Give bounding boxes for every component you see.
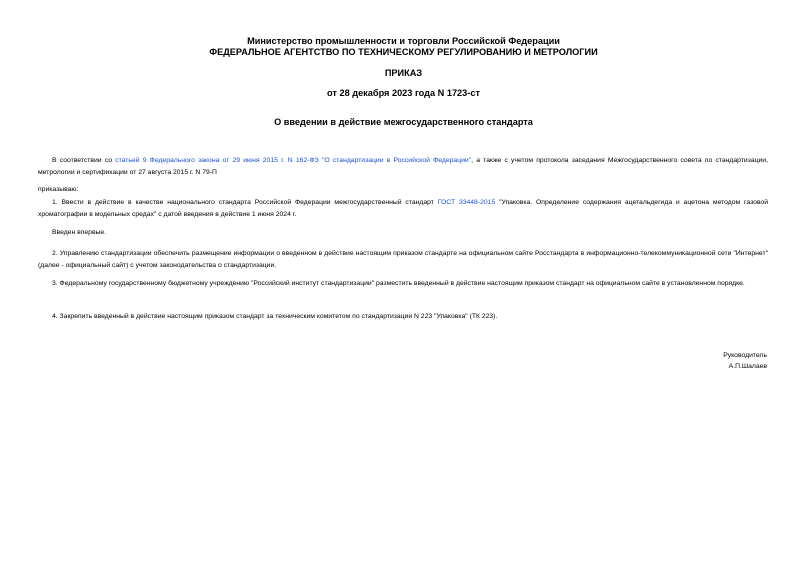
paragraph-basis — [38, 155, 768, 178]
item-1-suffix: "Упаковка. Определение содержания ацетальдегида и ацетона методом газовой хроматографии в модельных средах" с датой введения в действие 1 июня 2024 г. — [38, 199, 769, 218]
federal-law-link[interactable]: статьей 9 Федерального закона от 29 июня 2015 г. N 162-ФЗ "О стандартизации в Российской Федерации" — [115, 157, 472, 164]
order-word — [38, 184, 768, 196]
item-1-prefix: 1. Ввести в действие в качестве национального стандарта Российской Федерации межгосударственный стандарт — [52, 199, 438, 206]
item-4-text: 4. Закрепить введенный в действие настоящим приказом стандарт за техническим комитетом по стандартизации N 223 "Упаковка" (ТК 223). — [52, 313, 498, 320]
gost-link[interactable]: ГОСТ 33448-2015 — [437, 199, 496, 206]
basis-prefix: В соответствии со — [52, 157, 116, 164]
item-1 — [38, 197, 768, 220]
item-4 — [38, 311, 768, 323]
item-3 — [38, 278, 768, 290]
ministry-name: Министерство промышленности и торговли Российской Федерации — [247, 36, 560, 46]
introduced-first-text: Введен впервые. — [52, 229, 107, 236]
introduced-first — [38, 227, 768, 239]
document-type: ПРИКАЗ — [384, 68, 423, 78]
order-word-text: приказываю: — [38, 186, 79, 193]
document-subject: О введении в действие межгосударственного стандарта — [274, 117, 533, 127]
signature-name: А.П.Шалаев — [728, 363, 767, 370]
item-2 — [38, 248, 768, 271]
signature-title: Руководитель — [723, 352, 767, 359]
item-3-text: 3. Федеральному государственному бюджетному учреждению "Российский институт стандартизации" разместить введенный в действие настоящим приказом стандарт на официальном сайте в установленном порядке. — [52, 280, 745, 287]
basis-suffix: , а также с учетом протокола заседания Межгосударственного совета по стандартизации, метрологии и сертификации от 27 августа 2015 г. N 79-П — [38, 157, 768, 176]
item-2-text: 2. Управлению стандартизации обеспечить размещение информации о введенном в действие настоящим приказом стандарте на официальном сайте Росстандарта в информационно-телекоммуникационной сети "Интернет" (далее - официальный сайт) с учетом законодательства о стандартизации. — [38, 250, 768, 269]
agency-name: ФЕДЕРАЛЬНОЕ АГЕНТСТВО ПО ТЕХНИЧЕСКОМУ РЕГУЛИРОВАНИЮ И МЕТРОЛОГИИ — [209, 47, 598, 57]
document-date-number: от 28 декабря 2023 года N 1723-ст — [327, 88, 480, 98]
